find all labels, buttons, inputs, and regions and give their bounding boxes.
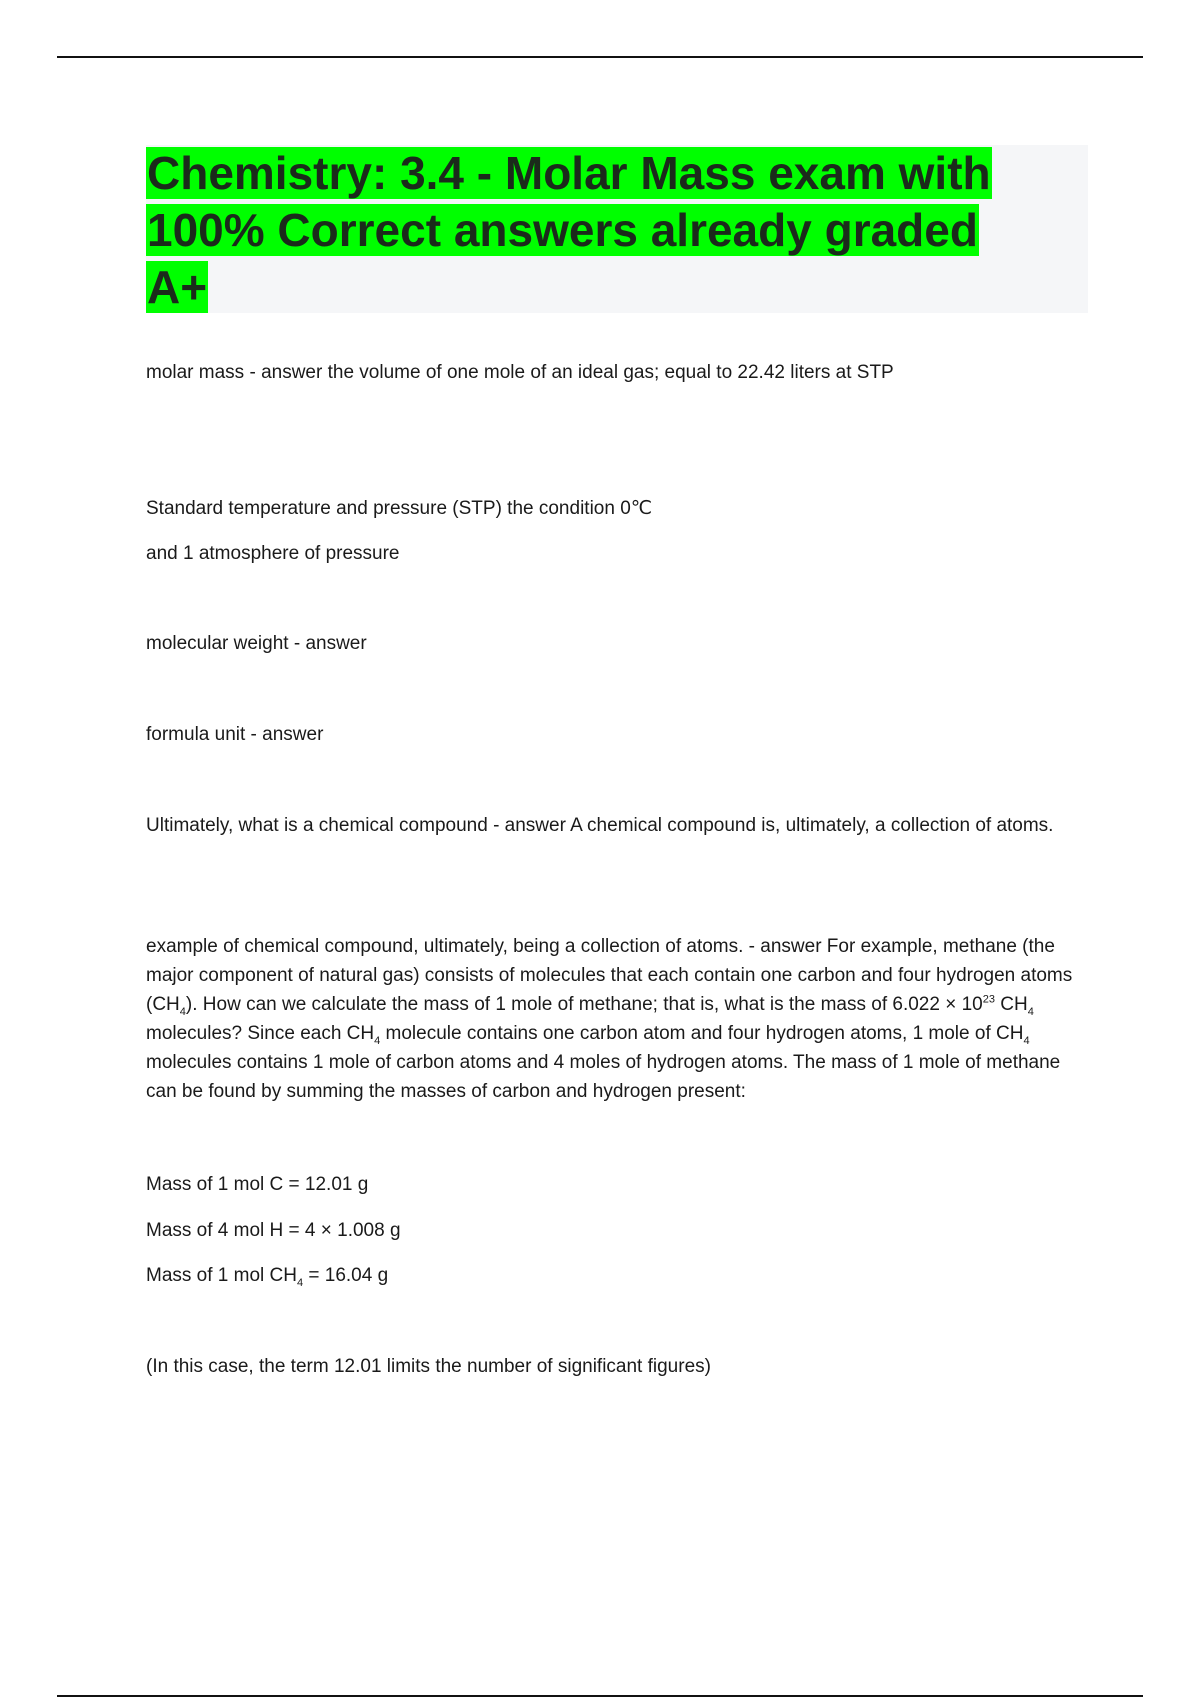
paragraph-chemical-compound: Ultimately, what is a chemical compound - answer A chemical compound is, ultimately, a collection of atoms. <box>146 815 1054 836</box>
paragraph-stp: Standard temperature and pressure (STP) the condition 0℃ <box>146 498 653 519</box>
paragraph-methane-example <box>146 932 1086 1106</box>
mass-methane-line <box>146 1261 1086 1290</box>
subscript-4: 4 <box>296 1276 304 1289</box>
mass-hydrogen-line: Mass of 4 mol H = 4 × 1.008 g <box>146 1220 401 1241</box>
methane-text-d: molecules? Since each CH <box>146 1023 375 1044</box>
page-title <box>146 145 1046 316</box>
superscript-23: 23 <box>982 993 995 1006</box>
subscript-4: 4 <box>374 1034 381 1047</box>
paragraph-formula-unit: formula unit - answer <box>146 724 324 745</box>
top-rule <box>57 56 1143 58</box>
methane-text-e: molecule contains one carbon atom and four hydrogen atoms, 1 mole of CH <box>380 1023 1024 1044</box>
mass-methane-text-b: = 16.04 g <box>303 1265 389 1286</box>
subscript-4: 4 <box>179 1005 186 1018</box>
subscript-4: 4 <box>1023 1034 1030 1047</box>
mass-carbon-line: Mass of 1 mol C = 12.01 g <box>146 1174 369 1195</box>
paragraph-stp-continued: and 1 atmosphere of pressure <box>146 543 400 564</box>
mass-methane-text-a: Mass of 1 mol CH <box>146 1265 297 1286</box>
methane-text-c: CH <box>994 994 1028 1015</box>
title-block <box>146 145 1088 313</box>
paragraph-molar-mass: molar mass - answer the volume of one mole of an ideal gas; equal to 22.42 liters at STP <box>146 362 894 383</box>
methane-text-a: example of chemical compound, ultimately, being a collection of atoms. - answer For example, methane (the major component of natural gas) consists of molecules that each contain one carbon and four hydrogen atoms (CH <box>146 936 1073 1015</box>
methane-text-f: molecules contains 1 mole of carbon atoms and 4 moles of hydrogen atoms. The mass of 1 mole of methane can be found by summing the masses of carbon and hydrogen present: <box>146 1052 1061 1102</box>
paragraph-molecular-weight: molecular weight - answer <box>146 633 367 654</box>
paragraph-significant-figures: (In this case, the term 12.01 limits the number of significant figures) <box>146 1356 711 1377</box>
bottom-rule <box>57 1695 1143 1697</box>
methane-text-b: ). How can we calculate the mass of 1 mole of methane; that is, what is the mass of 6.022 × 10 <box>185 994 983 1015</box>
subscript-4: 4 <box>1027 1005 1034 1018</box>
title-highlight: Chemistry: 3.4 - Molar Mass exam with 100% Correct answers already graded A+ <box>147 147 991 313</box>
